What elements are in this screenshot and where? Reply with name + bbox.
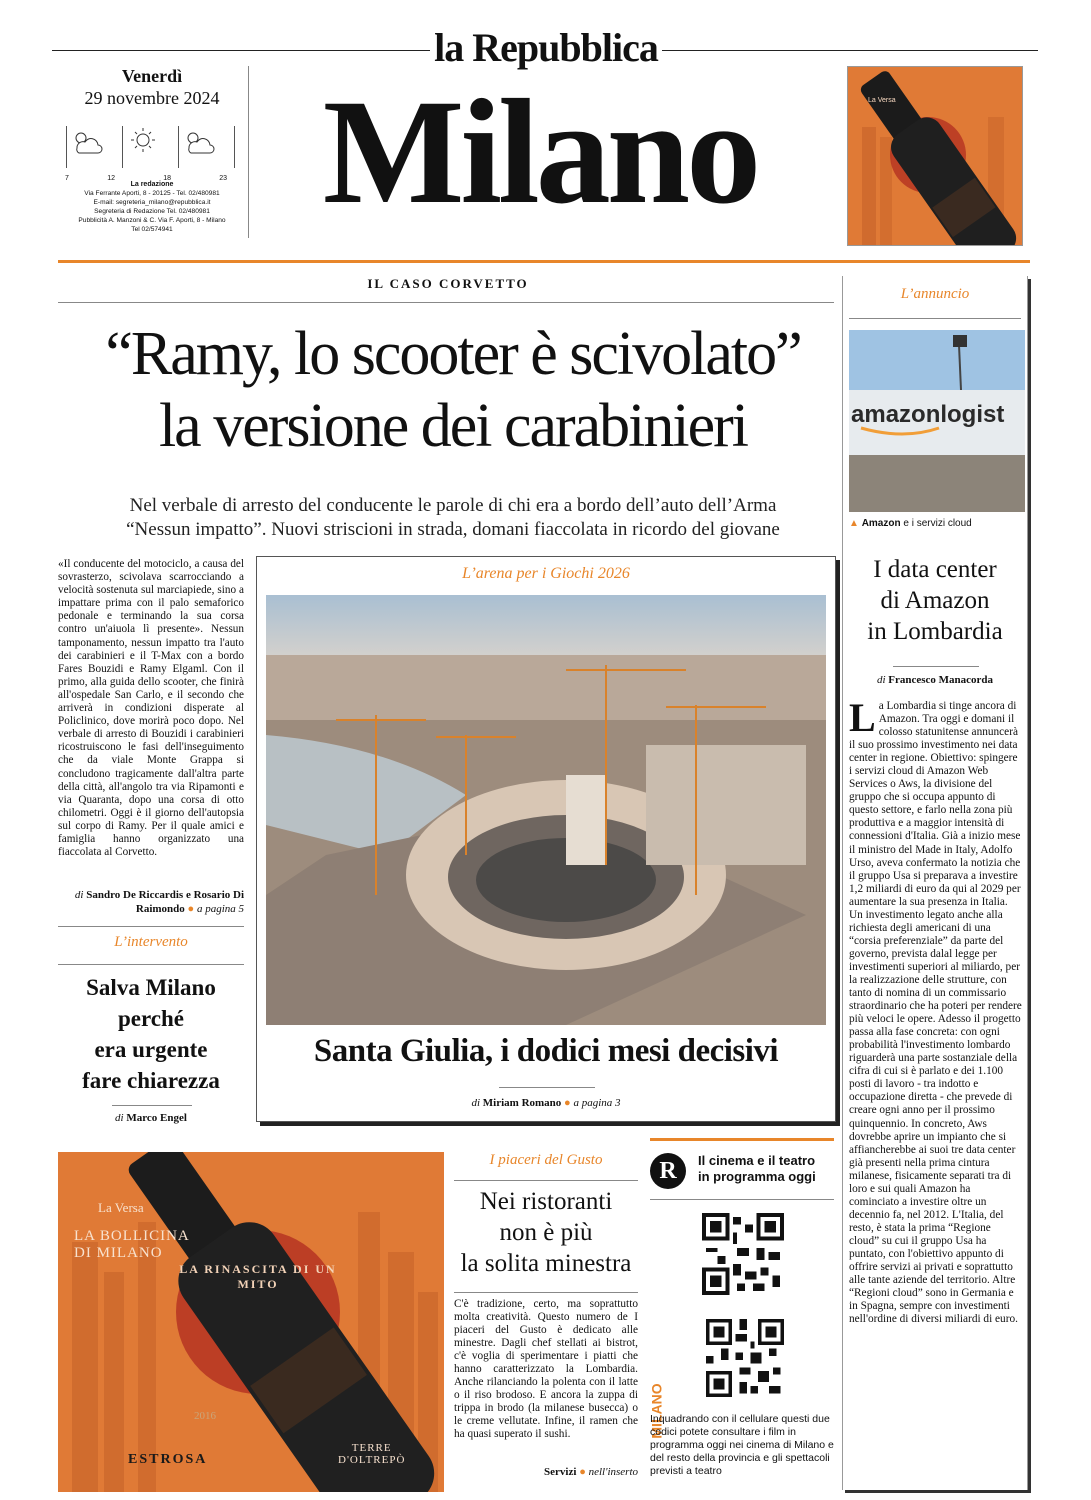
amazon-title[interactable] <box>843 554 1027 647</box>
weather-end-tick <box>234 126 235 168</box>
title-line: I data center <box>873 556 997 583</box>
intervento-title[interactable] <box>58 972 244 1096</box>
weather-hour: 23 <box>219 175 227 182</box>
caption-rest: e i servizi cloud <box>903 518 972 529</box>
arena-photo[interactable] <box>266 595 826 1025</box>
ad-year: 2016 <box>194 1410 216 1422</box>
ad-top-right[interactable] <box>847 66 1023 246</box>
headline-line: la versione dei carabinieri <box>158 392 748 460</box>
rule <box>893 666 979 667</box>
redazione-heading: La redazione <box>130 181 174 188</box>
title-line: Salva Milano <box>86 975 216 1000</box>
page-ref[interactable]: a pagina 3 <box>573 1097 621 1109</box>
title-line: era urgente <box>94 1037 208 1062</box>
cinema-title-line: Il cinema e il teatro <box>698 1153 816 1168</box>
ad-bottle-illustration <box>848 67 1022 245</box>
triangle-icon: ▲ <box>849 518 859 529</box>
ad-bottle-label: ESTROSA <box>128 1452 208 1467</box>
footer-bold: Servizi <box>544 1466 577 1478</box>
lead-kicker: IL CASO CORVETTO <box>367 276 529 291</box>
kicker-rule <box>58 302 834 303</box>
rule <box>454 1292 638 1293</box>
title-line: Nei ristoranti <box>479 1188 613 1215</box>
weather-slot-1 <box>65 126 115 182</box>
caption-bold: Amazon <box>861 518 901 529</box>
ad-circle-text: LA RINASCITA DI UN MITO <box>179 1262 337 1291</box>
partly-cloudy-icon <box>67 126 107 156</box>
ad-tagline <box>74 1228 190 1262</box>
lead-subhead <box>58 494 848 542</box>
redazione-email[interactable]: E-mail: segreteria_milano@repubblica.it <box>93 199 211 206</box>
cinema-title-line: in programma oggi <box>698 1169 816 1184</box>
title-line: non è più <box>499 1219 593 1246</box>
photo-story-byline <box>257 1097 835 1109</box>
photo-story-title[interactable]: Santa Giulia, i dodici mesi decisivi <box>313 1033 779 1069</box>
masthead-rule-left <box>52 50 430 51</box>
dropcap: L <box>849 695 876 740</box>
weekday: Venerdì <box>121 66 183 86</box>
gusto-footer <box>454 1466 638 1478</box>
issue-date: 29 novembre 2024 <box>84 88 220 108</box>
bullet-icon: ● <box>187 903 195 915</box>
subhead-line: “Nessun impatto”. Nuovi striscioni in strada, domani fiaccolata in ricordo del giovane <box>126 519 780 540</box>
amazon-sign-text: amazonlogist <box>851 401 1005 428</box>
amazon-column <box>842 276 1028 1490</box>
rule <box>499 1087 595 1088</box>
ad-footer-line: D'OLTREPÒ <box>338 1454 406 1466</box>
weather-slot-3 <box>178 126 227 182</box>
amazon-byline <box>843 674 1027 686</box>
bullet-icon: ● <box>564 1097 571 1109</box>
rule <box>112 1105 192 1106</box>
intervento-kicker: L’intervento <box>114 934 188 950</box>
ad-footer-line: TERRE <box>351 1442 392 1454</box>
title-line: in Lombardia <box>867 618 1003 645</box>
date-weather-box <box>56 66 249 238</box>
subhead-line: Nel verbale di arresto del conducente le parole di chi era a bordo dell’auto dell’Arma <box>129 495 777 516</box>
rule <box>58 964 244 965</box>
byline-author: Francesco Manacorda <box>888 674 994 686</box>
headline-line: “Ramy, lo scooter è scivolato” <box>105 320 801 388</box>
redazione-info <box>56 180 248 234</box>
weather-hour: 7 <box>65 175 69 182</box>
lead-headline[interactable] <box>58 318 848 462</box>
title-line: la solita minestra <box>460 1250 632 1277</box>
bullet-icon: ● <box>579 1466 586 1478</box>
intervento-byline <box>58 1112 244 1124</box>
ad-brand: La Versa <box>98 1200 144 1215</box>
ad-footer <box>338 1442 405 1466</box>
amazon-kicker: L’annuncio <box>900 286 970 302</box>
redazione-line: Segreteria di Redazione Tel. 02/480981 <box>94 208 210 215</box>
ad-brand: La Versa <box>868 97 896 104</box>
weather-slot-2 <box>122 126 171 182</box>
qr-code-cinema[interactable] <box>702 1213 784 1295</box>
amazon-photo[interactable] <box>849 330 1025 512</box>
qr-code-icon <box>706 1319 784 1397</box>
amazon-building-image <box>849 330 1025 512</box>
footer-rest: nell'inserto <box>588 1466 638 1478</box>
masthead-rule-right <box>662 50 1038 51</box>
masthead-orange-rule <box>58 260 1030 263</box>
rule <box>58 926 244 927</box>
photo-story-box[interactable] <box>256 556 836 1122</box>
gusto-kicker: I piaceri del Gusto <box>489 1152 603 1168</box>
qr-code-icon <box>702 1213 784 1295</box>
rule <box>650 1199 834 1200</box>
title-line: di Amazon <box>880 587 990 614</box>
lead-byline <box>58 888 244 916</box>
ad-tagline-line: LA BOLLICINA <box>74 1228 190 1244</box>
byline-prefix: di <box>876 674 886 686</box>
cinema-title <box>698 1153 834 1185</box>
gusto-body: C'è tradizione, certo, ma soprattutto molta creatività. Questo numero de I piaceri del Gusto è dedicato alle minestre. Dagli chef stellati ai bistrot, c'è voglia di sperimentare i piatti che hanno caratterizzato la Lombardia. Anche rilanciando la polenta con il latte o il riso brodoso. E ancora la zuppa di trippa in brodo (la milanese busecca) o le creme vellutate. Infine, il ramen che ha quasi superato il sushi. <box>454 1298 638 1440</box>
rule <box>454 1180 638 1181</box>
byline-prefix: di <box>115 1112 124 1124</box>
milano-vertical-text: MILANO <box>648 1383 665 1439</box>
ad-bottom-left[interactable] <box>58 1152 444 1492</box>
byline-author: Marco Engel <box>126 1112 187 1124</box>
arena-construction-image <box>266 595 826 1025</box>
byline-author: Sandro De Riccardis e Rosario Di Raimondo <box>86 889 244 915</box>
rule <box>849 318 1021 319</box>
title-line: fare chiarezza <box>82 1068 220 1093</box>
gusto-title[interactable] <box>454 1186 638 1279</box>
amazon-body-text: a Lombardia si tinge ancora di Amazon. Tra oggi e domani il colosso statunitense annuncerà il suo prossimo investimento nei data center in regione. Obiettivo: spingere i servizi cloud di Amazon Web Services o Aws, la divisione del gruppo che si occupa appunto di questo settore, e farlo nella zona più produttiva e a maggior intensità di connessioni d'Italia. Già a inizio mese il ministro del Made in Italy, Adolfo Urso, aveva confermato la notizia che il gruppo Usa si preparava a investire 1,2 miliardi di euro da qui al 2029 per aumentare la sua presenza in Italia. Un investimento legato anche alla richiesta degli americani di una “corsia preferenziale” da parte del governo, prevista dalal legge per investimenti superiori al miliardo, per la realizzazione delle strutture, con tanto di nomina di un commissario straordinario che ha poteri per rendere più veloci le opere. Adesso il progetto passa alla fase concreta: con ogni probabilità l'investimento lombardo riguarderà una parte sostanziale della cifra di cui si è parlato e dei 1.100 posti di lavoro - tra indotto e occupazione diretta - che prevede di creare ogni anno per il prossimo quinquennio. In concreto, Aws dovrebbe aprire un impianto che si affiancherebbe ai suoi tre data center già presenti nella prima cintura milanese, fisicamente separati tra di loro e sui quali Amazon ha cominciato a investire oltre un decennio fa, nel 2012. L'Italia, del resto, è stata la prima “Regione cloud” su cui il gruppo Usa ha puntato, con l'obiettivo appunto di offrire servizi ai privati e soprattutto alle tante aziende del territorio. Altre “Regioni cloud” sono in Germania e in Spagna, sempre con investimenti nell'ordine di diversi miliardi di euro. <box>849 700 1022 1326</box>
qr-code-teatro[interactable] <box>706 1319 784 1397</box>
paper-name[interactable]: la Repubblica <box>434 25 658 70</box>
weather-hour: 18 <box>163 175 171 182</box>
cinema-text: Inquadrando con il cellulare questi due codici potete consultare i film in programma oggi nei cinema di Milano e del resto della provincia e gli spettacoli previsti a teatro <box>650 1413 834 1477</box>
page-ref[interactable]: a pagina 5 <box>196 903 244 915</box>
redazione-line: Via Ferrante Aporti, 8 - 20125 - Tel. 02/480981 <box>84 190 220 197</box>
repubblica-r-logo: R <box>650 1153 686 1189</box>
lead-body: «Il conducente del motociclo, a causa del sovrasterzo, scivolava scarrocciando a velocità sostenuta sul marciapiede, sino a impattare prima con il palo semaforico pedonale e terminando la sua corsa contro un'aiuola lì presente». Nessun tamponamento, nessun impatto tra l'auto dei carabinieri e il T-Max con a bordo Fares Bouzidi e Ramy Elgaml. Con il primo, alla guida dello scooter, che finirà all'ospedale San Carlo, e il secondo che arriverà in condizioni disperate al Policlinico, dove morirà poco dopo. Nel verbale di arresto di Bouzidi i carabinieri ricostruiscono le fasi dell'inseguimento che da viale Monte Grappa si concludono tragicamente dall'altra parte della città, all'angolo tra via Ripamonti e via Quaranta, dopo una corsa di otto chilometri. Oggi è il giorno dell'autopsia sul corpo di Ramy. Per il quale amici e famiglia hanno organizzato una fiaccolata al Corvetto. <box>58 558 244 859</box>
title-line: perché <box>117 1006 184 1031</box>
byline-prefix: di <box>74 889 84 901</box>
sun-icon <box>123 126 163 156</box>
ad-tagline-line: DI MILANO <box>74 1245 163 1261</box>
amazon-caption <box>849 518 1025 529</box>
city-title: Milano <box>322 69 758 235</box>
photo-kicker: L’arena per i Giochi 2026 <box>462 565 630 582</box>
weather-hour: 12 <box>107 175 115 182</box>
byline-author: Miriam Romano <box>482 1097 562 1109</box>
cinema-box <box>650 1138 834 1481</box>
partly-cloudy-icon <box>179 126 219 156</box>
redazione-line: Tel 02/574941 <box>131 226 173 233</box>
byline-prefix: di <box>471 1097 481 1109</box>
amazon-body <box>849 695 1023 1326</box>
redazione-line: Pubblicità A. Manzoni & C. Via F. Aporti, 8 - Milano <box>78 217 226 224</box>
